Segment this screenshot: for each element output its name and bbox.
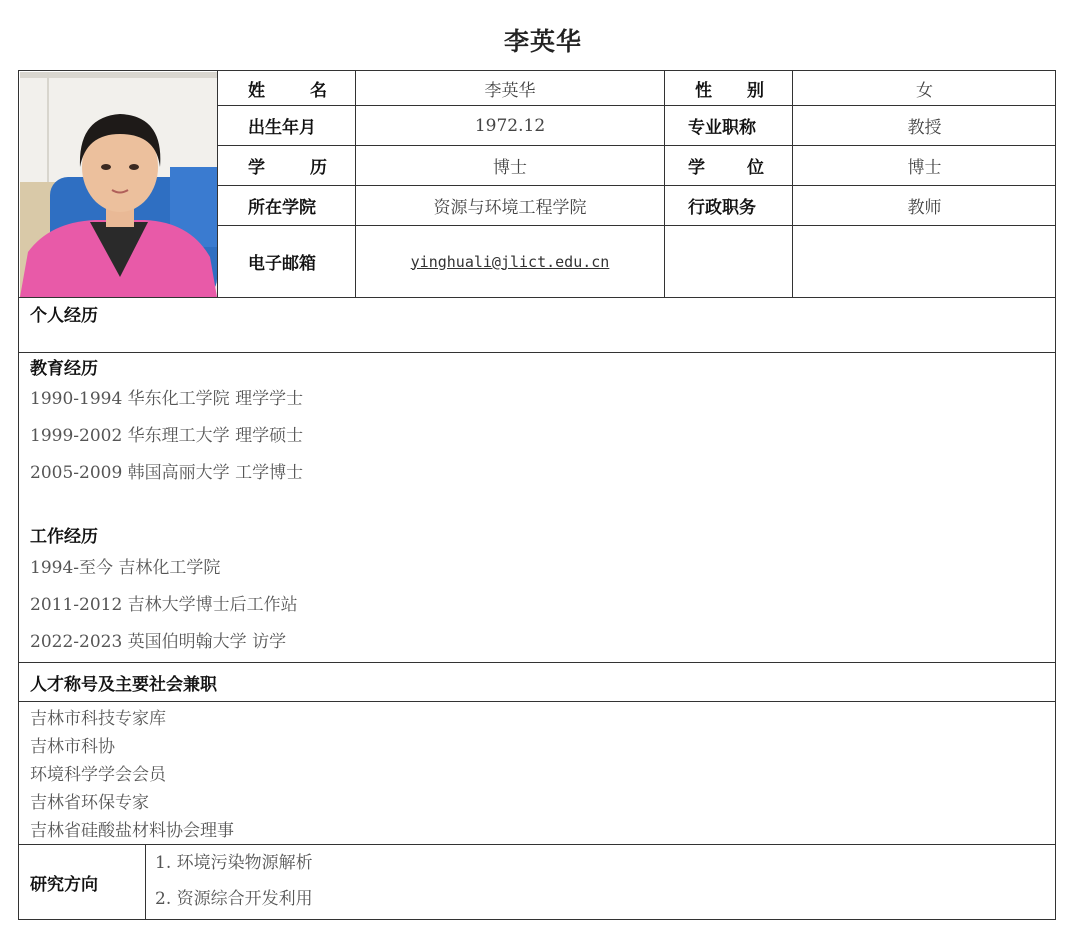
- degree-value: 博士: [907, 158, 942, 178]
- college-value: 资源与环境工程学院: [433, 198, 587, 218]
- personal-history-heading: 个人经历: [30, 306, 98, 326]
- work-history-heading: 工作经历: [30, 527, 98, 547]
- honor-item: 吉林市科技专家库: [30, 709, 166, 729]
- honor-item: 吉林省硅酸盐材料协会理事: [30, 821, 234, 841]
- empty-label-cell: [665, 226, 792, 297]
- degree-label: 学 位: [688, 158, 764, 178]
- email-link[interactable]: yinghuali@jlict.edu.cn: [410, 252, 610, 271]
- email-label: 电子邮箱: [248, 254, 316, 274]
- education-item: 1990-1994 华东化工学院 理学学士: [30, 389, 304, 409]
- professional-title-label: 专业职称: [688, 118, 756, 138]
- education-item: 1999-2002 华东理工大学 理学硕士: [30, 426, 304, 446]
- empty-value-cell: [793, 226, 1056, 297]
- profile-photo: [20, 72, 217, 297]
- work-item: 2011-2012 吉林大学博士后工作站: [30, 595, 298, 615]
- research-item: 1. 环境污染物源解析: [155, 853, 313, 873]
- education-item: 2005-2009 韩国高丽大学 工学博士: [30, 463, 304, 483]
- professional-title-value: 教授: [907, 118, 942, 138]
- birth-label: 出生年月: [248, 118, 316, 138]
- research-item: 2. 资源综合开发利用: [155, 889, 313, 909]
- honor-item: 吉林市科协: [30, 737, 115, 757]
- name-value: 李英华: [484, 80, 536, 101]
- honors-heading: 人才称号及主要社会兼职: [30, 675, 217, 695]
- research-heading: 研究方向: [30, 875, 98, 895]
- college-label: 所在学院: [248, 198, 316, 218]
- education-value: 博士: [493, 158, 527, 178]
- work-item: 2022-2023 英国伯明翰大学 访学: [30, 632, 287, 652]
- email-cell: [356, 226, 664, 297]
- name-label: 姓 名: [248, 80, 327, 101]
- gender-value: 女: [916, 80, 933, 101]
- birth-value: 1972.12: [474, 115, 546, 136]
- education-label: 学 历: [248, 158, 327, 178]
- admin-position-label: 行政职务: [688, 198, 756, 218]
- portrait-image: [20, 72, 217, 297]
- honor-item: 吉林省环保专家: [30, 793, 149, 813]
- honor-item: 环境科学学会会员: [30, 765, 166, 785]
- education-history-heading: 教育经历: [30, 359, 98, 379]
- admin-position-value: 教师: [907, 198, 942, 218]
- page-title: 李英华: [503, 27, 582, 56]
- work-item: 1994-至今 吉林化工学院: [30, 558, 221, 578]
- gender-label: 性 别: [695, 80, 764, 101]
